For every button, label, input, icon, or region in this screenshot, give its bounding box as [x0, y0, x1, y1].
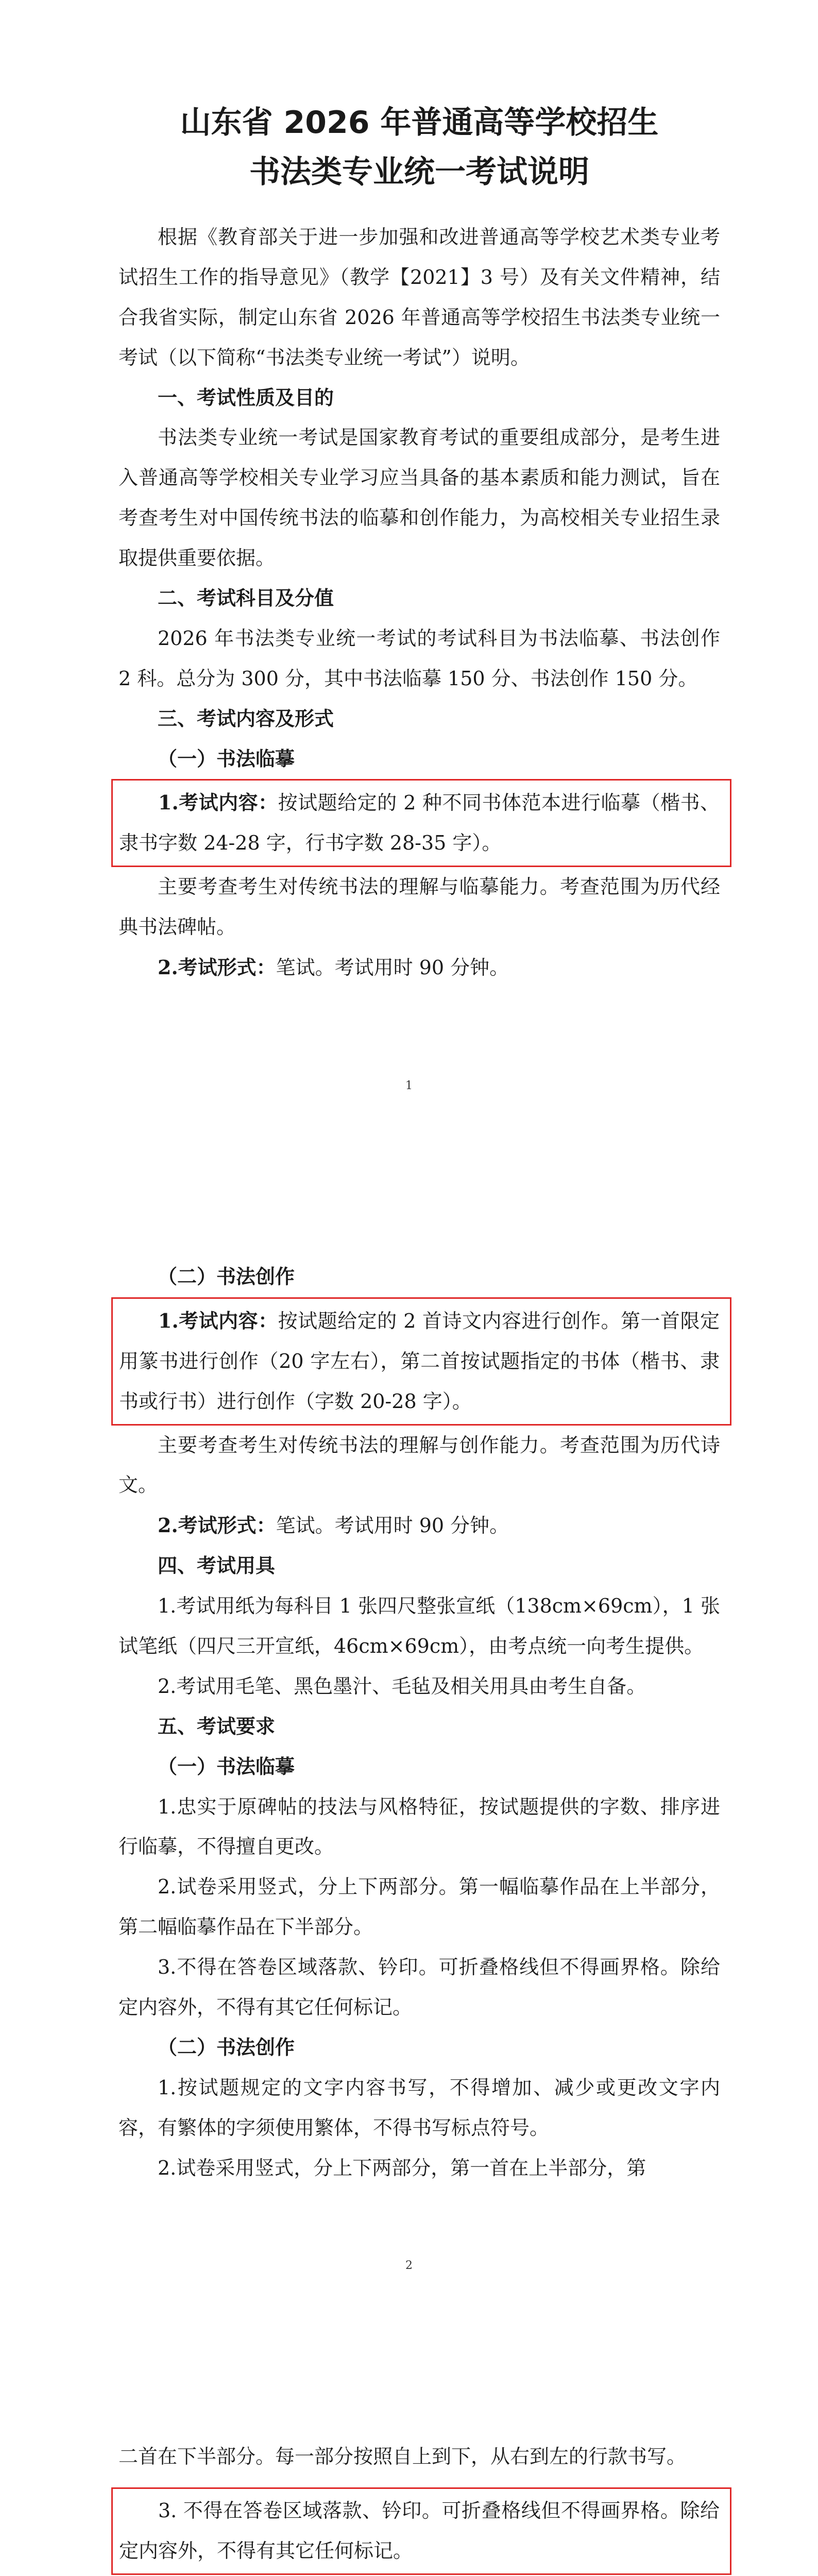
section-5-heading: 五、考试要求	[158, 1715, 276, 1738]
page-2	[118, 1257, 720, 2188]
title-line-2: 书法类专业统一考试说明	[249, 154, 589, 190]
page-number-1: 1	[405, 1079, 413, 1092]
create-form-paragraph	[118, 1505, 720, 1546]
copy-req-item-3: 3.不得在答卷区域落款、钤印。可折叠格线但不得画界格。除给定内容外，不得有其它任何标记。	[118, 1956, 720, 2019]
page-number-2: 2	[405, 2259, 413, 2272]
section-5-sub-2-heading: （二）书法创作	[158, 2036, 295, 2059]
highlight-box-3	[111, 2487, 731, 2575]
section-3-heading: 三、考试内容及形式	[158, 707, 334, 730]
copy-form-text: 笔试。考试用时 90 分钟。	[276, 956, 509, 979]
copy-content-paragraph	[119, 783, 720, 863]
section-4-heading: 四、考试用具	[158, 1554, 276, 1578]
page-1	[118, 98, 720, 988]
create-req-item-1: 1.按试题规定的文字内容书写，不得增加、减少或更改文字内容，有繁体的字须使用繁体，不得书写标点符号。	[118, 2076, 720, 2139]
create-content-paragraph	[119, 1301, 720, 1422]
section-5-sub-1-heading: （一）书法临摹	[158, 1755, 295, 1778]
create-content-text: 按试题给定的 2 首诗文内容进行创作。第一首限定用篆书进行创作（20 字左右），第二首按试题指定的书体（楷书、隶书或行书）进行创作（字数 20-28 字）。	[119, 1309, 720, 1413]
section-1-body: 书法类专业统一考试是国家教育考试的重要组成部分，是考生进入普通高等学校相关专业学习应当具备的基本素质和能力测试，旨在考查考生对中国传统书法的临摹和创作能力，为高校相关专业招生录取提供重要依据。	[118, 426, 720, 570]
copy-form-paragraph	[118, 947, 720, 988]
copy-content-text: 按试题给定的 2 种不同书体范本进行临摹（楷书、隶书字数 24-28 字，行书字数 28-35 字）。	[119, 791, 720, 855]
copy-note: 主要考查考生对传统书法的理解与临摹能力。考查范围为历代经典书法碑帖。	[118, 875, 720, 939]
copy-req-item-2: 2.试卷采用竖式，分上下两部分。第一幅临摹作品在上半部分，第二幅临摹作品在下半部分。	[118, 1875, 720, 1939]
page-3	[118, 2437, 720, 2576]
document-title	[118, 98, 720, 197]
create-form-label: 2.考试形式：	[158, 1514, 276, 1537]
create-req-item-2-part-1: 2.试卷采用竖式，分上下两部分，第一首在上半部分，第	[158, 2156, 646, 2179]
section-3-sub-2-heading: （二）书法创作	[158, 1265, 295, 1288]
tools-item-2: 2.考试用毛笔、黑色墨汁、毛毡及相关用具由考生自备。	[158, 1674, 646, 1698]
section-1-heading: 一、考试性质及目的	[158, 386, 334, 409]
section-2-heading: 二、考试科目及分值	[158, 587, 334, 610]
copy-content-label: 1.考试内容：	[158, 791, 278, 815]
create-req-item-2-part-2: 二首在下半部分。每一部分按照自上到下，从右到左的行款书写。	[118, 2445, 687, 2468]
create-req-item-3: 3. 不得在答卷区域落款、钤印。可折叠格线但不得画界格。除给定内容外，不得有其它任何标记。	[119, 2499, 720, 2562]
create-content-label: 1.考试内容：	[158, 1309, 278, 1332]
tools-item-1: 1.考试用纸为每科目 1 张四尺整张宣纸（138cm×69cm），1 张试笔纸（四尺三开宣纸，46cm×69cm），由考点统一向考生提供。	[118, 1595, 720, 1658]
title-line-1: 山东省 2026 年普通高等学校招生	[180, 105, 659, 141]
highlight-box-2	[111, 1297, 731, 1426]
intro-paragraph: 根据《教育部关于进一步加强和改进普通高等学校艺术类专业考试招生工作的指导意见》（教学【2021】3 号）及有关文件精神，结合我省实际，制定山东省 2026 年普通高等学校招生书法类专业统一考试（以下简称“书法类专业统一考试”）说明。	[118, 226, 720, 369]
section-3-sub-1-heading: （一）书法临摹	[158, 747, 295, 770]
section-2-body: 2026 年书法类专业统一考试的考试科目为书法临摹、书法创作 2 科。总分为 300 分，其中书法临摹 150 分、书法创作 150 分。	[118, 626, 720, 690]
create-note: 主要考查考生对传统书法的理解与创作能力。考查范围为历代诗文。	[118, 1433, 720, 1497]
create-form-text: 笔试。考试用时 90 分钟。	[276, 1514, 509, 1537]
copy-form-label: 2.考试形式：	[158, 956, 276, 979]
copy-req-item-1: 1.忠实于原碑帖的技法与风格特征，按试题提供的字数、排序进行临摹，不得擅自更改。	[118, 1795, 720, 1858]
highlight-box-1	[111, 779, 731, 867]
